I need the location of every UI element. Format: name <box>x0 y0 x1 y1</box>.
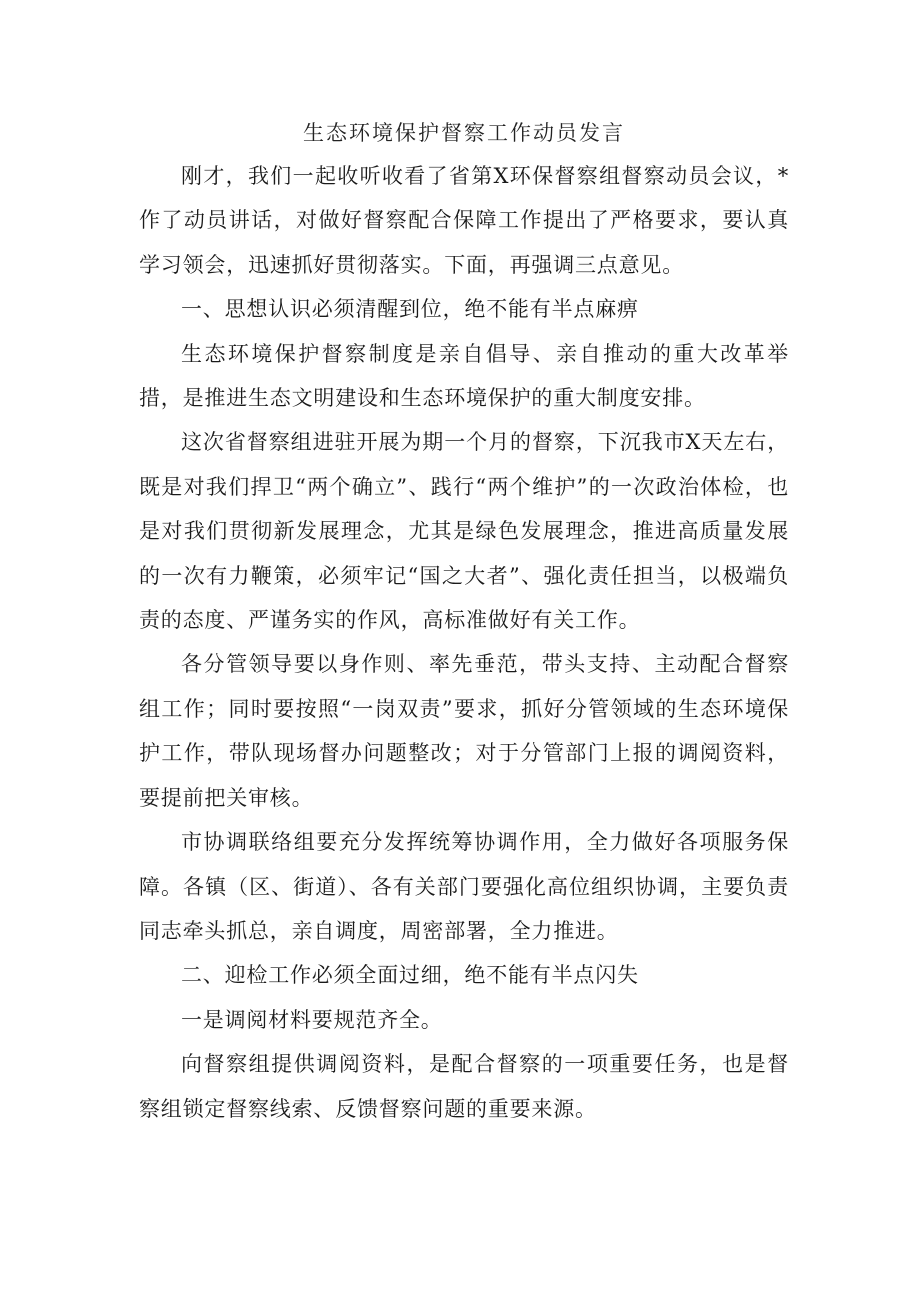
section-heading-1: 一、思想认识必须清醒到位，绝不能有半点麻痹 <box>181 297 639 322</box>
paragraph: 市协调联络组要充分发挥统筹协调作用，全力做好各项服务保障。各镇（区、街道）、各有关部门要强化高位组织协调，主要负责同志牵头抓总，亲自调度，周密部署，全力推进。 <box>139 830 789 943</box>
paragraph-intro: 刚才，我们一起收听收看了省第X环保督察组督察动员会议，*作了动员讲话，对做好督察配合保障工作提出了严格要求，要认真学习领会，迅速抓好贯彻落实。下面，再强调三点意见。 <box>139 164 789 277</box>
paragraph: 向督察组提供调阅资料，是配合督察的一项重要任务，也是督察组锁定督察线索、反馈督察问题的重要来源。 <box>139 1052 789 1121</box>
paragraph: 这次省督察组进驻开展为期一个月的督察，下沉我市X天左右，既是对我们捍卫“两个确立”、践行“两个维护”的一次政治体检，也是对我们贯彻新发展理念，尤其是绿色发展理念，推进高质量发展的一次有力鞭策，必须牢记“国之大者”、强化责任担当，以极端负责的态度、严谨务实的作风，高标准做好有关工作。 <box>139 430 789 633</box>
subheading: 一是调阅材料要规范齐全。 <box>181 1007 443 1032</box>
document-title: 生态环境保护督察工作动员发言 <box>303 121 625 145</box>
paragraph: 各分管领导要以身作则、率先垂范，带头支持、主动配合督察组工作；同时要按照“一岗双责”要求，抓好分管领域的生态环境保护工作，带队现场督办问题整改；对于分管部门上报的调阅资料，要提前把关审核。 <box>139 652 789 810</box>
paragraph: 生态环境保护督察制度是亲自倡导、亲自推动的重大改革举措，是推进生态文明建设和生态环境保护的重大制度安排。 <box>139 341 789 411</box>
section-heading-2: 二、迎检工作必须全面过细，绝不能有半点闪失 <box>181 963 639 988</box>
document-body <box>139 112 789 1131</box>
